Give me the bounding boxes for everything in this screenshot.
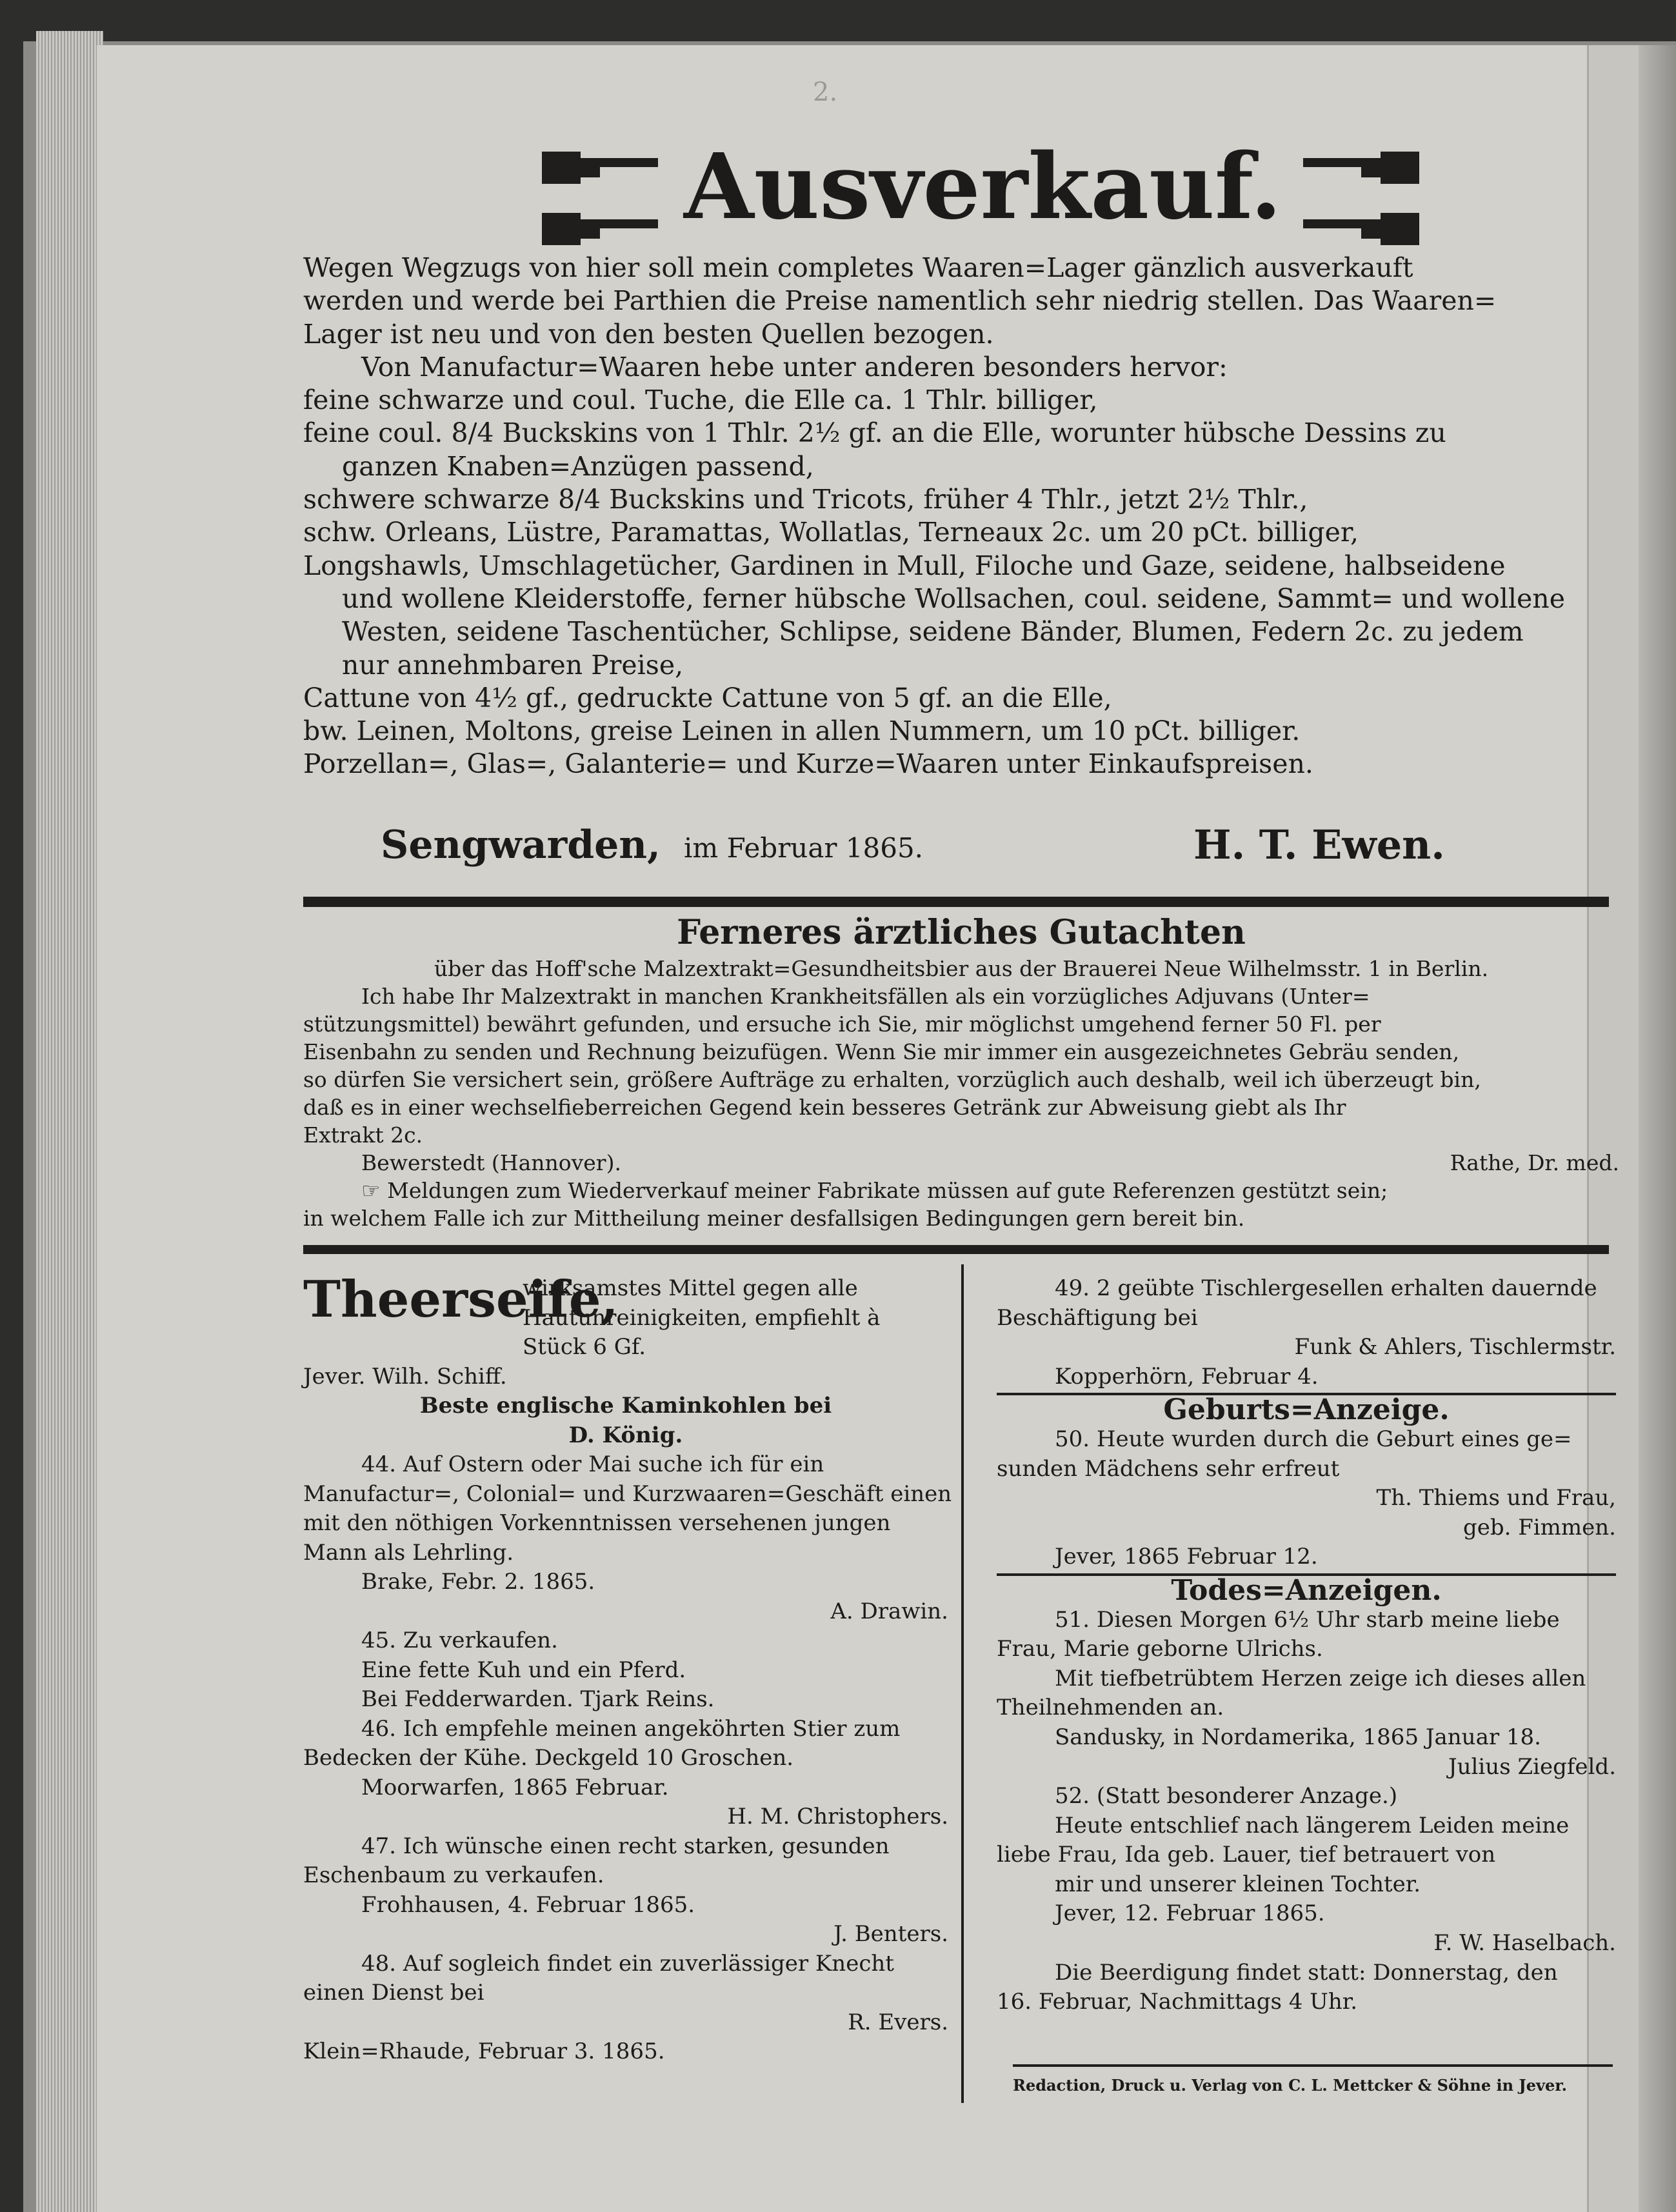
text-line: Jever. Wilh. Schiff. — [303, 1363, 507, 1390]
text-line: Jever, 12. Februar 1865. — [1055, 1900, 1325, 1927]
ausverkauf-date: im Februar 1865. — [684, 832, 924, 864]
text-line: Frohhausen, 4. Februar 1865. — [361, 1891, 695, 1918]
divider — [303, 897, 1609, 907]
text-line: mir und unserer kleinen Tochter. — [1055, 1871, 1421, 1897]
footer-imprint: Redaction, Druck u. Verlag von C. L. Mettcker & Söhne in Jever. — [1013, 2076, 1568, 2095]
text-line: feine coul. 8/4 Buckskins von 1 Thlr. 2½ gf. an die Elle, worunter hübsche Dessins zu — [303, 417, 1446, 449]
text-line: Hautunreinigkeiten, empfiehlt à — [523, 1304, 881, 1331]
text-line: Die Beerdigung findet statt: Donnerstag, den — [1055, 1959, 1558, 1986]
book-page-edges — [36, 31, 103, 2212]
text-line: nur annehmbaren Preise, — [342, 649, 684, 681]
gutachten-body — [303, 955, 1619, 1232]
text-line: Manufactur=, Colonial= und Kurzwaaren=Geschäft einen — [303, 1480, 952, 1507]
text-line: sunden Mädchens sehr erfreut — [997, 1455, 1340, 1482]
text-line: 49. 2 geübte Tischlergesellen erhalten dauernde — [1055, 1275, 1597, 1301]
text-line: Westen, seidene Taschentücher, Schlipse, seidene Bänder, Blumen, Federn 2c. zu jedem — [342, 616, 1524, 648]
text-line: mit den nöthigen Vorkenntnissen versehenen jungen — [303, 1510, 891, 1536]
text-line: so dürfen Sie versichert sein, größere Aufträge zu erhalten, vorzüglich auch deshalb, weil ich überzeugt bin, — [303, 1067, 1481, 1092]
gutachten-title: Ferneres ärztliches Gutachten — [677, 913, 1246, 952]
text-line: 47. Ich wünsche einen recht starken, gesunden — [361, 1833, 890, 1859]
text-line: schw. Orleans, Lüstre, Paramattas, Wollatlas, Terneaux 2c. um 20 pCt. billiger, — [303, 517, 1359, 548]
text-line: 52. (Statt besonderer Anzage.) — [1055, 1783, 1398, 1809]
text-line: Julius Ziegfeld. — [1448, 1753, 1616, 1780]
text-line: feine schwarze und coul. Tuche, die Elle ca. 1 Thlr. billiger, — [303, 384, 1098, 416]
ausverkauf-signature: H. T. Ewen. — [1193, 821, 1445, 868]
text-line: Theilnehmenden an. — [997, 1695, 1224, 1721]
text-line: Ich habe Ihr Malzextrakt in manchen Krankheitsfällen als ein vorzügliches Adjuvans (Unter= — [361, 984, 1370, 1009]
text-line: wirksamstes Mittel gegen alle — [523, 1275, 858, 1301]
text-line: 46. Ich empfehle meinen angeköhrten Stier zum — [361, 1715, 901, 1742]
pointing-hand-icon — [542, 145, 664, 190]
pointing-hand-icon — [1297, 145, 1419, 190]
text-line: daß es in einer wechselfieberreichen Gegend kein besseres Getränk zur Abweisung giebt als Ihr — [303, 1095, 1346, 1120]
text-line: Th. Thiems und Frau, — [1376, 1485, 1616, 1511]
text-line: Eisenbahn zu senden und Rechnung beizufügen. Wenn Sie mir immer ein ausgezeichnetes Gebräu senden, — [303, 1039, 1460, 1064]
ausverkauf-place: Sengwarden, — [381, 822, 661, 868]
ausverkauf-title: Ausverkauf. — [684, 134, 1282, 240]
text-line: A. Drawin. — [830, 1598, 948, 1624]
text-line: werden und werde bei Parthien die Preise namentlich sehr niedrig stellen. Das Waaren= — [303, 285, 1497, 317]
text-line: und wollene Kleiderstoffe, ferner hübsche Wollsachen, coul. seidene, Sammt= und wollene — [342, 583, 1565, 614]
text-line: Bei Fedderwarden. Tjark Reins. — [361, 1686, 715, 1712]
pointing-hand-icon — [1297, 206, 1419, 252]
text-line: bw. Leinen, Moltons, greise Leinen in allen Nummern, um 10 pCt. billiger. — [303, 715, 1301, 747]
text-line: ganzen Knaben=Anzügen passend, — [342, 450, 814, 482]
text-line: Extrakt 2c. — [303, 1122, 423, 1148]
text-line: Eine fette Kuh und ein Pferd. — [361, 1657, 686, 1683]
text-line: Kopperhörn, Februar 4. — [997, 1362, 1616, 1396]
text-line: Moorwarfen, 1865 Februar. — [361, 1774, 669, 1800]
text-line: 16. Februar, Nachmittags 4 Uhr. — [997, 1989, 1358, 2015]
text-line: R. Evers. — [848, 2009, 948, 2035]
text-line: F. W. Haselbach. — [1433, 1930, 1616, 1957]
text-line: Beste englische Kaminkohlen bei — [419, 1393, 832, 1419]
text-line: einen Dienst bei — [303, 1980, 484, 2006]
text-line: Mann als Lehrling. — [303, 1539, 514, 1566]
text-line: Todes=Anzeigen. — [1171, 1573, 1442, 1607]
text-line: J. Benters. — [833, 1921, 948, 1947]
ausverkauf-body — [303, 252, 1619, 781]
pointing-hand-icon — [542, 206, 664, 252]
header-faint: 2. — [813, 77, 838, 107]
text-line: Longshawls, Umschlagetücher, Gardinen in Mull, Filoche und Gaze, seidene, halbseidene — [303, 550, 1506, 581]
gutachten-signer: Rathe, Dr. med. — [1450, 1150, 1619, 1175]
text-line: ☞ Meldungen zum Wiederverkauf meiner Fabrikate müssen auf gute Referenzen gestützt sein; — [361, 1178, 1388, 1203]
text-line: Cattune von 4½ gf., gedruckte Cattune von 5 gf. an die Elle, — [303, 682, 1112, 713]
text-line: Brake, Febr. 2. 1865. — [361, 1569, 595, 1595]
text-line: Porzellan=, Glas=, Galanterie= und Kurze=Waaren unter Einkaufspreisen. — [303, 748, 1313, 780]
divider — [303, 1245, 1609, 1254]
text-line: H. M. Christophers. — [727, 1804, 948, 1829]
text-line — [303, 1149, 1619, 1177]
text-line: stützungsmittel) bewährt gefunden, und ersuche ich Sie, mir möglichst umgehend ferner 50 Fl. per — [303, 1011, 1381, 1037]
text-line: Mit tiefbetrübtem Herzen zeige ich dieses allen — [1055, 1665, 1586, 1691]
column-divider — [961, 1264, 964, 2103]
text-line: 44. Auf Ostern oder Mai suche ich für ein — [361, 1451, 824, 1477]
text-line: schwere schwarze 8/4 Buckskins und Tricots, früher 4 Thlr., jetzt 2½ Thlr., — [303, 484, 1308, 515]
text-line: Sandusky, in Nordamerika, 1865 Januar 18. — [1055, 1724, 1541, 1750]
text-line: Stück 6 Gf. — [523, 1334, 646, 1360]
text-line: Klein=Rhaude, Februar 3. 1865. — [303, 2038, 665, 2064]
text-line: Funk & Ahlers, Tischlermstr. — [1294, 1334, 1616, 1360]
text-line: Von Manufactur=Waaren hebe unter anderen besonders hervor: — [361, 351, 1228, 383]
text-line: Frau, Marie geborne Ulrichs. — [997, 1636, 1323, 1662]
text-line: in welchem Falle ich zur Mittheilung meiner desfallsigen Bedingungen gern bereit bin. — [303, 1206, 1245, 1231]
text-line: Eschenbaum zu verkaufen. — [303, 1862, 604, 1888]
text-line: Jever, 1865 Februar 12. — [997, 1542, 1616, 1576]
text-line: 48. Auf sogleich findet ein zuverlässiger Knecht — [361, 1950, 894, 1977]
text-line: Beschäftigung bei — [997, 1304, 1198, 1331]
text-line: D. König. — [568, 1422, 683, 1448]
right-column — [997, 1274, 1616, 2017]
footer-rule — [1013, 2064, 1613, 2067]
text-line: 50. Heute wurden durch die Geburt eines ge= — [1055, 1426, 1572, 1452]
text-line: 51. Diesen Morgen 6½ Uhr starb meine liebe — [1055, 1606, 1560, 1633]
text-line: 45. Zu verkaufen. — [361, 1628, 558, 1653]
page-right-edge — [1639, 45, 1676, 2212]
text-line: liebe Frau, Ida geb. Lauer, tief betrauert von — [997, 1842, 1496, 1868]
text-line: Lager ist neu und von den besten Quellen bezogen. — [303, 318, 994, 350]
text-line: geb. Fimmen. — [1462, 1514, 1616, 1540]
text-line: Heute entschlief nach längerem Leiden meine — [1055, 1812, 1570, 1838]
theerseife-title: Theerseife, — [303, 1270, 619, 1329]
gutachten-place: Bewerstedt (Hannover). — [361, 1150, 621, 1175]
text-line: Bedecken der Kühe. Deckgeld 10 Groschen. — [303, 1745, 794, 1771]
text-line: Wegen Wegzugs von hier soll mein completes Waaren=Lager gänzlich ausverkauft — [303, 252, 1413, 283]
left-column — [303, 1274, 952, 2067]
text-line: über das Hoff'sche Malzextrakt=Gesundheitsbier aus der Brauerei Neue Wilhelmsstr. 1 in Berlin. — [434, 956, 1489, 981]
text-line: Geburts=Anzeige. — [1163, 1393, 1450, 1427]
